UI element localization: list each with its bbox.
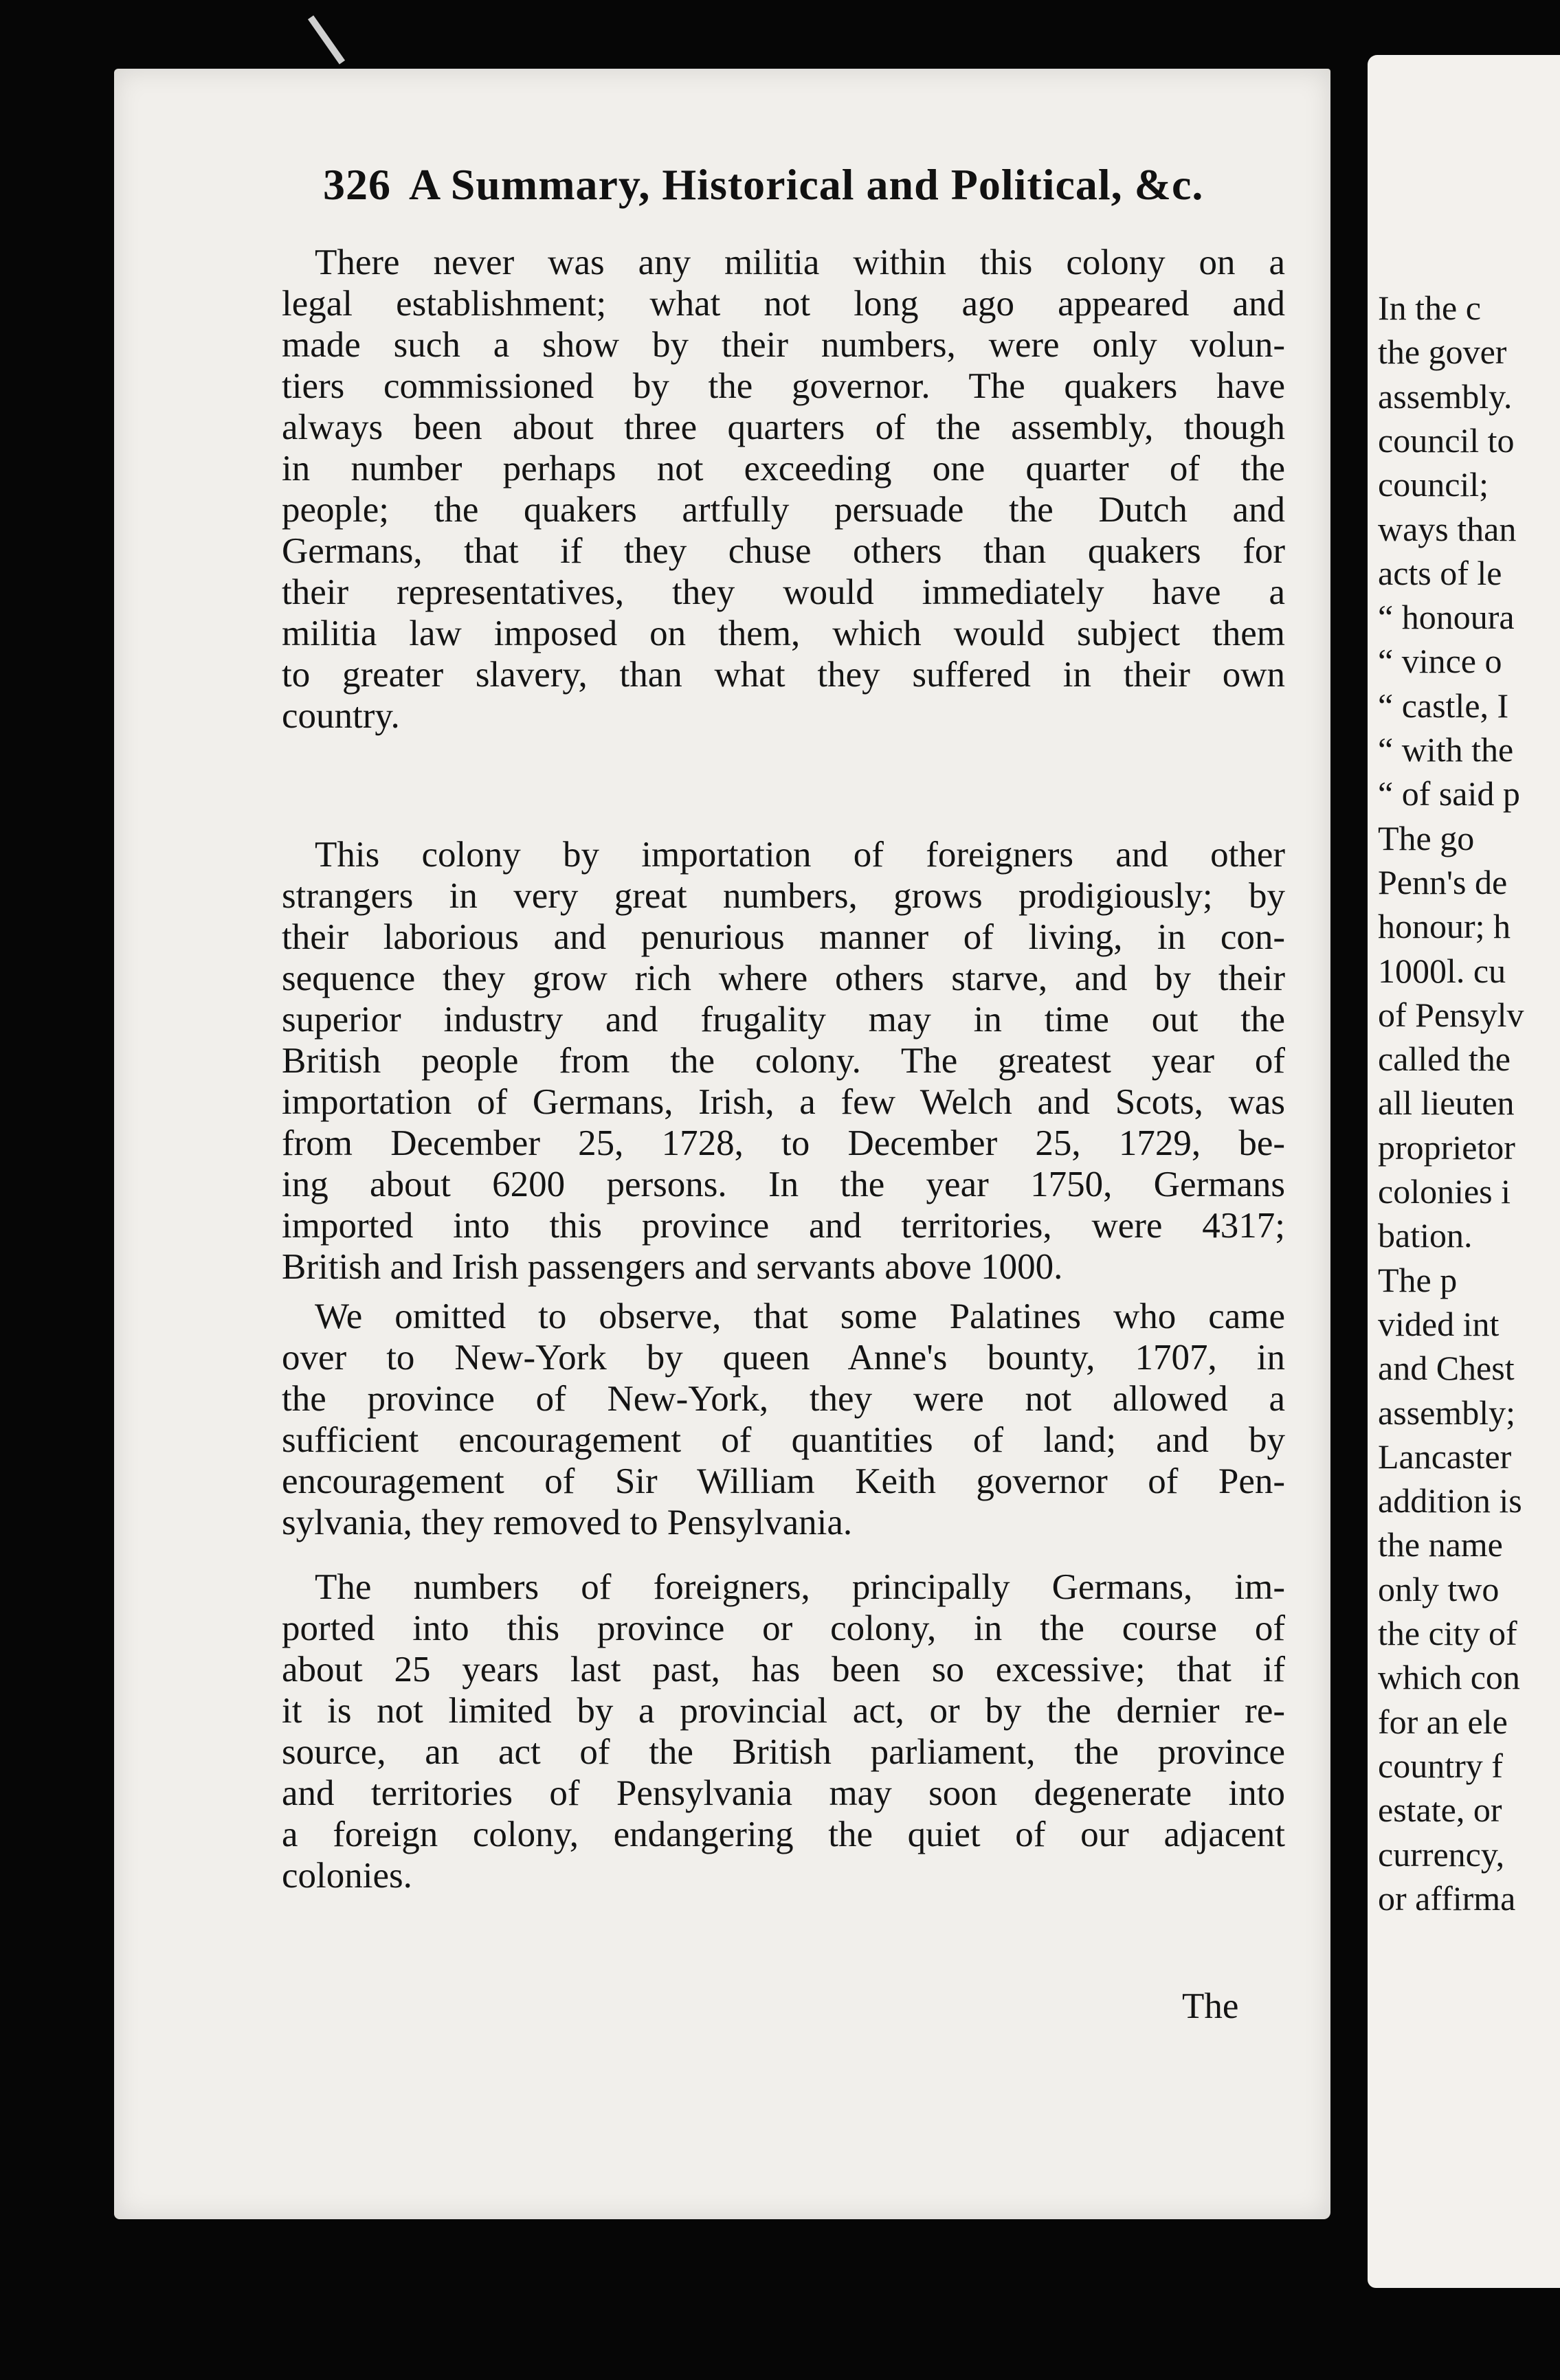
text-line: colonies. (282, 1856, 412, 1896)
text-line: militia law imposed on them, which would subject them (282, 614, 1285, 653)
text-line: from December 25, 1728, to December 25, 1729, be- (282, 1123, 1285, 1163)
facing-page-line: “ of said p (1378, 774, 1520, 813)
facing-page-line: “ castle, I (1378, 686, 1509, 725)
text-line: their representatives, they would immediately have a (282, 572, 1285, 612)
facing-page-line: colonies i (1378, 1172, 1511, 1211)
facing-page-line: estate, or (1378, 1790, 1502, 1829)
text-line: ported into this province or colony, in the course of (282, 1608, 1285, 1648)
text-line: encouragement of Sir William Keith governor of Pen- (282, 1461, 1285, 1501)
facing-page-line: called the (1378, 1040, 1511, 1078)
facing-page-line: all lieuten (1378, 1084, 1515, 1122)
facing-page-line: the name (1378, 1525, 1503, 1564)
facing-page-line: ways than (1378, 510, 1517, 548)
facing-page-line: The go (1378, 819, 1475, 857)
text-line: over to New-York by queen Anne's bounty, 1707, in (282, 1338, 1285, 1378)
text-line: in number perhaps not exceeding one quarter of the (282, 449, 1285, 489)
text-line: tiers commissioned by the governor. The quakers have (282, 366, 1285, 406)
facing-page-line: “ vince o (1378, 642, 1502, 680)
facing-page-line: acts of le (1378, 554, 1502, 592)
facing-page-line: currency, (1378, 1835, 1505, 1874)
text-line: This colony by importation of foreigners and other (315, 835, 1285, 875)
facing-page-line: proprietor (1378, 1128, 1515, 1167)
facing-page-line: 1000l. cu (1378, 952, 1506, 990)
facing-page-line: country f (1378, 1747, 1503, 1785)
running-head-title: A Summary, Historical and Political, &c. (409, 160, 1204, 209)
text-line: There never was any militia within this colony on a (315, 243, 1285, 282)
text-line: country. (282, 696, 400, 736)
text-line: We omitted to observe, that some Palatines who came (315, 1296, 1285, 1336)
facing-page-line: of Pensylv (1378, 996, 1524, 1034)
text-line: about 25 years last past, has been so excessive; that if (282, 1650, 1285, 1689)
text-line: strangers in very great numbers, grows prodigiously; by (282, 876, 1285, 916)
facing-page-line: addition is (1378, 1481, 1522, 1520)
facing-page-line: Lancaster (1378, 1437, 1512, 1476)
facing-page-line: only two (1378, 1570, 1500, 1608)
catchword: The (1182, 1986, 1239, 2026)
text-line: sylvania, they removed to Pensylvania. (282, 1503, 853, 1542)
facing-page-line: The p (1378, 1261, 1458, 1299)
text-line: The numbers of foreigners, principally Germans, im- (315, 1567, 1285, 1607)
text-line: British people from the colony. The greatest year of (282, 1041, 1285, 1081)
facing-page-line: honour; h (1378, 907, 1511, 945)
text-line: ing about 6200 persons. In the year 1750, Germans (282, 1165, 1285, 1204)
text-line: imported into this province and territories, were 4317; (282, 1206, 1285, 1246)
text-line: importation of Germans, Irish, a few Welch and Scots, was (282, 1082, 1285, 1122)
text-line: British and Irish passengers and servants above 1000. (282, 1247, 1063, 1287)
scan-mark (308, 15, 345, 64)
text-line: the province of New-York, they were not allowed a (282, 1379, 1285, 1419)
facing-page-line: bation. (1378, 1216, 1473, 1255)
facing-page-line: Penn's de (1378, 863, 1508, 901)
facing-page-line: assembly; (1378, 1393, 1515, 1432)
running-head (323, 159, 1285, 210)
text-line: people; the quakers artfully persuade the Dutch and (282, 490, 1285, 530)
facing-page-line: council to (1378, 421, 1515, 460)
text-line: a foreign colony, endangering the quiet of our adjacent (282, 1815, 1285, 1854)
facing-page-line: for an ele (1378, 1703, 1508, 1741)
facing-page-line: or affirma (1378, 1879, 1516, 1918)
facing-page-line: council; (1378, 465, 1489, 504)
facing-page-line: In the c (1378, 289, 1481, 327)
facing-page-line: “ honoura (1378, 598, 1515, 636)
text-line: source, an act of the British parliament, the province (282, 1732, 1285, 1772)
facing-page-line: which con (1378, 1658, 1520, 1696)
text-line: legal establishment; what not long ago appeared and (282, 284, 1285, 324)
facing-page-line: the city of (1378, 1614, 1517, 1652)
text-line: to greater slavery, than what they suffered in their own (282, 655, 1285, 695)
facing-page-line: the gover (1378, 333, 1507, 371)
text-line: their laborious and penurious manner of living, in con- (282, 917, 1285, 957)
facing-page-line: “ with the (1378, 730, 1514, 769)
text-line: always been about three quarters of the assembly, though (282, 407, 1285, 447)
facing-page-line: vided int (1378, 1305, 1500, 1343)
text-line: sufficient encouragement of quantities of land; and by (282, 1420, 1285, 1460)
text-line: made such a show by their numbers, were only volun- (282, 325, 1285, 365)
facing-page-line: and Chest (1378, 1349, 1515, 1387)
text-line: superior industry and frugality may in time out the (282, 1000, 1285, 1040)
page-number: 326 (323, 160, 391, 209)
text-line: and territories of Pensylvania may soon degenerate into (282, 1773, 1285, 1813)
text-line: it is not limited by a provincial act, or by the dernier re- (282, 1691, 1285, 1731)
facing-page-line: assembly. (1378, 377, 1513, 416)
text-line: sequence they grow rich where others starve, and by their (282, 958, 1285, 998)
text-line: Germans, that if they chuse others than quakers for (282, 531, 1285, 571)
